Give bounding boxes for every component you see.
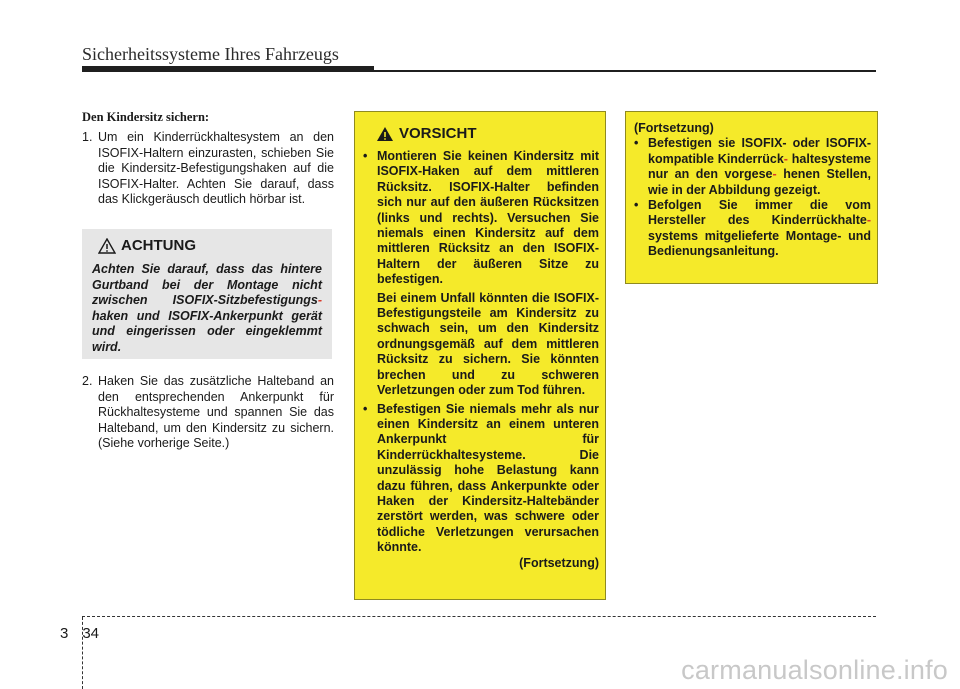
continuation-bullet-2 [634, 198, 871, 260]
bullet-paragraph: Befestigen Sie niemals mehr als nur einen Kindersitz an einem unteren Ankerpunkt für Kinderrückhaltesysteme. Die unzulässig hohe Belastung kann dazu führen, dass Ankerpunkte oder Haken der Kindersitz-Haltebänder zerstört werden, was schwere oder tödliche Verletzungen verursachen könnte. [377, 401, 599, 555]
step-text: Um ein Kinderrückhaltesystem an den ISOFIX-Haltern einzurasten, schieben Sie die Kindersitz-Befestigungshaken auf die ISOFIX-Halter. Achten Sie darauf, dass das Klickgeräusch deutlich hörbar ist. [98, 130, 334, 206]
achtung-title: ACHTUNG [121, 237, 196, 254]
continuation-label: (Fortsetzung) [634, 121, 714, 135]
page-header-title: Sicherheitssysteme Ihres Fahrzeugs [82, 44, 339, 64]
bullet-paragraph: Befolgen Sie immer die vom Hersteller des Kinderrückhalte- systems mitgelieferte Montage- und Bedienungsanleitung. [648, 198, 871, 259]
bullet-paragraph: Bei einem Unfall könnten die ISOFIX-Befestigungsteile am Kindersitz zu schwach sein, um den Kindersitz ordnungsgemäß auf dem mittleren Rücksitz zu sichern. Sie könnten brechen und zu schweren Verletzungen oder zum Tod führen. [377, 290, 599, 398]
page-number-value: 34 [82, 625, 100, 642]
warning-triangle-icon [98, 238, 116, 254]
step-text: Haken Sie das zusätzliche Halteband an den entsprechenden Ankerpunkt für Rückhaltesysteme und spannen Sie das Halteband, um den Kindersitz zu sichern. (Siehe vorherige Seite.) [98, 374, 334, 450]
warning-triangle-icon [376, 126, 394, 142]
step-1 [82, 130, 334, 208]
continuation-caution-box [625, 111, 878, 284]
step-number: 1. [82, 130, 93, 144]
bullet-icon: • [634, 198, 639, 213]
footer-rule [82, 616, 876, 617]
vorsicht-bullet-1 [363, 149, 599, 402]
chapter-number: 3 [60, 625, 69, 642]
step-number: 2. [82, 374, 93, 388]
vorsicht-title: VORSICHT [399, 125, 477, 142]
bullet-paragraph: Befestigen sie ISOFIX- oder ISOFIX-kompatible Kinderrück- haltesysteme nur an den vorgese- henen Stellen, wie in der Abbildung gezeigt. [648, 136, 871, 197]
achtung-warning-box [82, 229, 332, 359]
page-number [60, 625, 99, 642]
vorsicht-bullet-2 [363, 402, 599, 571]
step-2 [82, 374, 334, 452]
watermark-text: carmanualsonline.info [681, 655, 948, 685]
bullet-icon: • [363, 401, 368, 416]
bullet-icon: • [363, 149, 368, 163]
instructions-column [82, 110, 334, 208]
continued-note: (Fortsetzung) [519, 555, 599, 570]
section-heading: Den Kindersitz sichern: [82, 110, 210, 124]
bullet-paragraph: Montieren Sie keinen Kindersitz mit ISOFIX-Haken auf dem mittleren Rücksitz. ISOFIX-Halter befinden sich nur auf den äußeren Rücksitzen (links und rechts). Versuchen Sie niemals einen Kindersitz auf dem mittleren Rücksitz an den ISOFIX-Haltern der äußeren Sitze zu befestigen. [377, 149, 599, 287]
header-rule [82, 70, 876, 72]
bullet-icon: • [634, 136, 639, 151]
continuation-bullet-1 [634, 136, 871, 198]
achtung-text: Achten Sie darauf, dass das hintere Gurtband bei der Montage nicht zwischen ISOFIX-Sitzbefestigungs- haken und ISOFIX-Ankerpunkt gerät und eingerissen oder eingeklemmt wird. [92, 262, 322, 354]
vorsicht-caution-box [354, 111, 606, 600]
